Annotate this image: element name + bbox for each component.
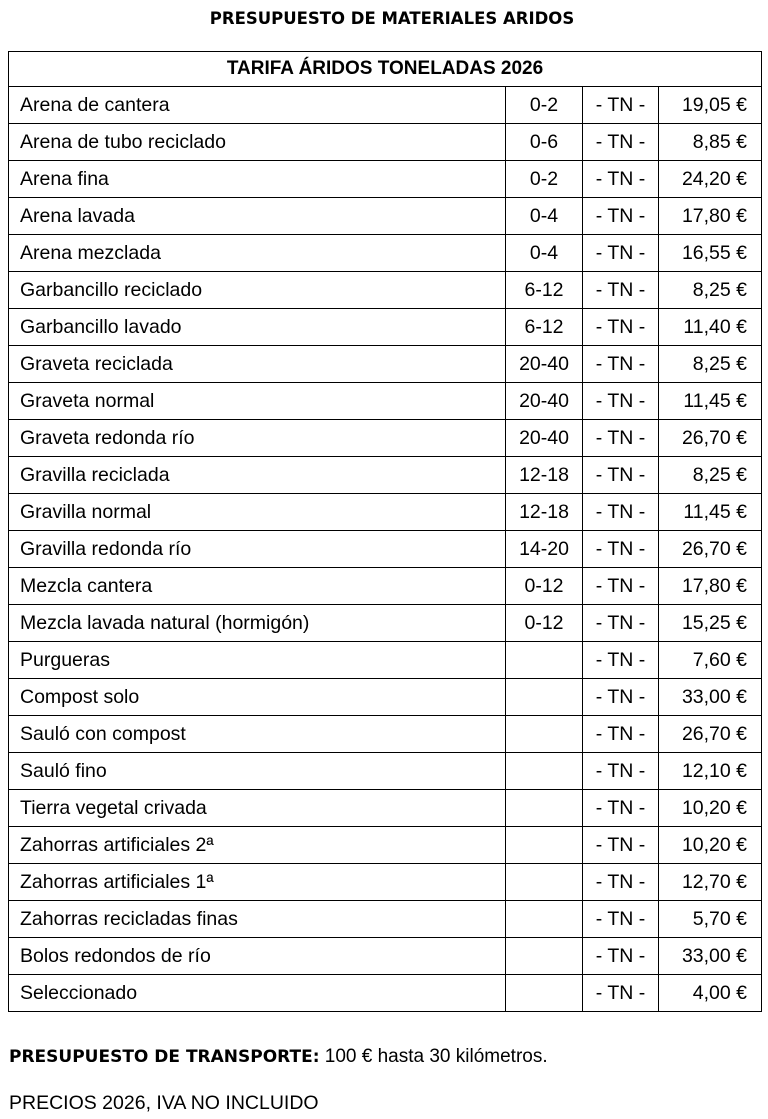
table-row [9,457,762,494]
material-price: 10,20 € [659,827,762,864]
table-heading: TARIFA ÁRIDOS TONELADAS 2026 [9,52,762,87]
material-size: 0-2 [506,161,583,198]
material-unit: - TN - [583,420,659,457]
material-name: Zahorras artificiales 1ª [9,864,506,901]
material-price: 33,00 € [659,679,762,716]
material-name: Gravilla redonda río [9,531,506,568]
transport-label: PRESUPUESTO DE TRANSPORTE: [9,1047,320,1067]
material-name: Arena mezclada [9,235,506,272]
table-row [9,642,762,679]
material-size: 20-40 [506,420,583,457]
material-price: 24,20 € [659,161,762,198]
material-unit: - TN - [583,531,659,568]
table-row [9,309,762,346]
table-row [9,87,762,124]
table-row [9,494,762,531]
table-row [9,198,762,235]
table-row [9,827,762,864]
material-size: 0-2 [506,87,583,124]
material-price: 8,25 € [659,272,762,309]
material-unit: - TN - [583,346,659,383]
material-price: 4,00 € [659,975,762,1012]
material-price: 26,70 € [659,420,762,457]
material-price: 5,70 € [659,901,762,938]
material-name: Tierra vegetal crivada [9,790,506,827]
material-unit: - TN - [583,124,659,161]
material-name: Compost solo [9,679,506,716]
material-unit: - TN - [583,198,659,235]
material-name: Bolos redondos de río [9,938,506,975]
material-name: Purgueras [9,642,506,679]
material-size [506,790,583,827]
material-size: 0-6 [506,124,583,161]
material-size: 0-12 [506,605,583,642]
material-unit: - TN - [583,827,659,864]
material-size: 20-40 [506,383,583,420]
material-size: 12-18 [506,457,583,494]
material-unit: - TN - [583,457,659,494]
material-name: Arena fina [9,161,506,198]
table-row [9,235,762,272]
material-unit: - TN - [583,383,659,420]
material-unit: - TN - [583,235,659,272]
material-name: Zahorras recicladas finas [9,901,506,938]
material-name: Graveta reciclada [9,346,506,383]
material-size: 14-20 [506,531,583,568]
material-name: Arena de cantera [9,87,506,124]
material-size [506,679,583,716]
material-price: 8,25 € [659,346,762,383]
table-row [9,420,762,457]
table-row [9,716,762,753]
material-price: 19,05 € [659,87,762,124]
table-row [9,605,762,642]
material-unit: - TN - [583,605,659,642]
material-size [506,975,583,1012]
material-unit: - TN - [583,790,659,827]
material-size [506,753,583,790]
material-size: 6-12 [506,309,583,346]
price-note: PRECIOS 2026, IVA NO INCLUIDO [9,1092,319,1114]
material-name: Garbancillo lavado [9,309,506,346]
table-row [9,346,762,383]
material-size [506,642,583,679]
material-unit: - TN - [583,901,659,938]
material-name: Mezcla cantera [9,568,506,605]
material-name: Arena de tubo reciclado [9,124,506,161]
material-unit: - TN - [583,864,659,901]
table-row [9,568,762,605]
material-size: 6-12 [506,272,583,309]
material-unit: - TN - [583,309,659,346]
material-price: 11,45 € [659,494,762,531]
material-name: Seleccionado [9,975,506,1012]
table-row [9,383,762,420]
material-size: 20-40 [506,346,583,383]
material-name: Gravilla normal [9,494,506,531]
material-size [506,864,583,901]
material-unit: - TN - [583,753,659,790]
material-price: 7,60 € [659,642,762,679]
material-price: 12,70 € [659,864,762,901]
material-price: 33,00 € [659,938,762,975]
material-unit: - TN - [583,494,659,531]
table-row [9,864,762,901]
table-row [9,124,762,161]
material-price: 17,80 € [659,568,762,605]
material-name: Mezcla lavada natural (hormigón) [9,605,506,642]
material-price: 26,70 € [659,716,762,753]
material-unit: - TN - [583,716,659,753]
material-name: Zahorras artificiales 2ª [9,827,506,864]
table-row [9,679,762,716]
table-row [9,975,762,1012]
table-row [9,272,762,309]
transport-text: 100 € hasta 30 kilómetros. [324,1046,548,1067]
table-heading-row [9,52,762,87]
material-price: 12,10 € [659,753,762,790]
material-price: 10,20 € [659,790,762,827]
material-price: 11,40 € [659,309,762,346]
material-size [506,938,583,975]
table-row [9,790,762,827]
material-size [506,827,583,864]
table-row [9,901,762,938]
material-name: Sauló con compost [9,716,506,753]
material-unit: - TN - [583,272,659,309]
material-unit: - TN - [583,679,659,716]
material-price: 8,25 € [659,457,762,494]
material-size: 12-18 [506,494,583,531]
table-row [9,161,762,198]
material-name: Graveta redonda río [9,420,506,457]
material-price: 26,70 € [659,531,762,568]
material-name: Graveta normal [9,383,506,420]
material-size [506,716,583,753]
material-unit: - TN - [583,161,659,198]
material-name: Arena lavada [9,198,506,235]
material-name: Sauló fino [9,753,506,790]
material-unit: - TN - [583,938,659,975]
material-size: 0-12 [506,568,583,605]
material-unit: - TN - [583,568,659,605]
table-row [9,938,762,975]
table-row [9,531,762,568]
price-table [8,51,762,1012]
material-price: 8,85 € [659,124,762,161]
material-name: Gravilla reciclada [9,457,506,494]
material-unit: - TN - [583,975,659,1012]
material-price: 11,45 € [659,383,762,420]
material-size [506,901,583,938]
page-title: PRESUPUESTO DE MATERIALES ARIDOS [209,9,575,28]
material-size: 0-4 [506,235,583,272]
material-price: 17,80 € [659,198,762,235]
material-unit: - TN - [583,87,659,124]
material-unit: - TN - [583,642,659,679]
material-price: 15,25 € [659,605,762,642]
table-row [9,753,762,790]
material-name: Garbancillo reciclado [9,272,506,309]
transport-budget [9,1046,548,1068]
material-size: 0-4 [506,198,583,235]
material-price: 16,55 € [659,235,762,272]
